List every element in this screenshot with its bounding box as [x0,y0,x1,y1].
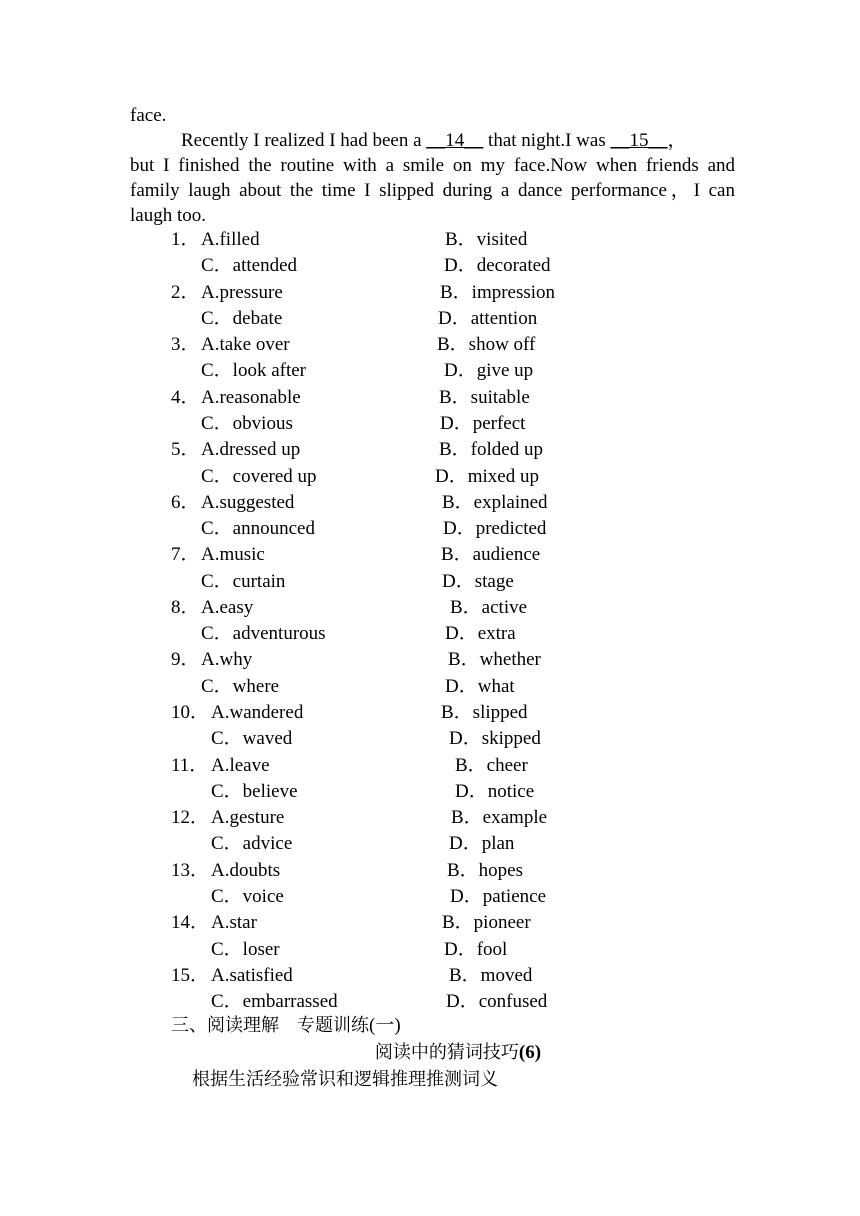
option-b: B．suitable [439,386,530,408]
option-b: B．show off [437,334,536,356]
option-c: C．announced [201,518,315,540]
blank-number: 15 [629,130,649,151]
section-heading [171,1013,401,1039]
blank-post: __ [648,130,668,151]
option-a: A.filled [201,229,260,250]
option-a: A.doubts [211,859,281,881]
option-d: D．what [445,675,515,697]
option-b: B．hopes [447,859,524,881]
question-number: 9． [171,649,200,671]
question-number: 12． [171,807,210,829]
option-d: D．attention [438,307,538,329]
option-a: A.dressed up [201,439,301,461]
section-description: 根据生活经验常识和逻辑推理推测词义 [192,1069,498,1090]
question-number: 5． [171,439,200,461]
option-b: B．slipped [441,702,528,724]
option-c: C．covered up [201,465,317,487]
option-b: B．example [451,807,548,829]
blank-pre: __ [610,130,630,151]
option-b: B．whether [448,649,541,671]
section-subtitle [0,1040,860,1066]
section-heading-text: 三、阅读理解 专题训练 [171,1015,369,1036]
question-number: 3． [171,334,200,356]
option-d: D．perfect [440,412,526,434]
option-d: D．extra [445,623,516,645]
option-c: C．embarrassed [211,991,338,1013]
question-number: 1． [171,229,200,250]
question-number: 8． [171,596,200,618]
question-number: 4． [171,386,200,408]
option-a: A.why [201,649,253,671]
option-c: C．adventurous [201,623,326,645]
passage-line-0: face. [130,105,167,126]
option-b: B．cheer [455,754,528,776]
option-d: D．decorated [444,255,551,277]
option-c: C．waved [211,728,293,750]
section-subtitle-num: (6) [518,1042,542,1063]
option-c: C．look after [201,360,307,382]
option-b: B．folded up [439,439,543,461]
option-c: C．believe [211,780,298,802]
passage-text: that night.I was [483,130,611,151]
option-d: D．skipped [449,728,541,750]
option-c: C．attended [201,255,298,277]
option-d: D．plan [449,833,515,855]
option-c: C．voice [211,886,284,907]
option-a: A.pressure [201,281,283,303]
option-d: D．give up [444,360,534,382]
option-a: A.take over [201,334,290,356]
passage-line-1 [181,129,735,153]
option-a: A.satisfied [211,964,293,986]
option-c: C．where [201,675,280,697]
question-number: 10． [171,702,210,724]
question-number: 7． [171,544,200,566]
blank-pre: __ [426,130,446,151]
option-b: B．audience [441,544,541,566]
option-d: D．predicted [443,518,547,540]
option-a: A.leave [211,754,270,776]
option-a: A.gesture [211,807,285,829]
blank-post: __ [464,130,484,151]
option-b: B．moved [449,964,533,986]
option-b: B．impression [440,281,556,303]
passage-line-2: but I finished the routine with a smile on my face.Now when friends and [130,155,735,176]
option-b: B．pioneer [442,912,531,934]
section-subtitle-text: 阅读中的猜词技巧 [374,1042,519,1063]
option-c: C．loser [211,938,280,960]
blank-15 [610,130,667,151]
passage-text: Recently I realized I had been a [181,130,427,151]
blank-14 [426,130,483,151]
option-c: C．debate [201,307,283,329]
option-d: D．fool [444,938,508,960]
option-a: A.suggested [201,491,295,513]
option-b: B．explained [442,491,548,513]
option-a: A.music [201,544,265,566]
question-number: 11． [171,754,209,776]
option-d: D．stage [442,570,514,592]
option-d: D．patience [450,886,547,907]
option-c: C．curtain [201,570,286,592]
question-number: 6． [171,491,200,513]
option-c: C．advice [211,833,293,855]
question-number: 13． [171,859,210,881]
option-a: A.easy [201,596,254,618]
option-a: A.wandered [211,702,304,724]
passage-line-4: laugh too. [130,205,206,226]
option-d: D．mixed up [435,465,539,487]
section-heading-num: (一) [369,1015,401,1036]
option-d: D．confused [446,991,548,1013]
question-number: 14． [171,912,210,934]
option-a: A.reasonable [201,386,301,408]
passage-line-3: family laugh about the time I slipped during a dance performance，I can [130,180,735,201]
option-b: B．active [450,596,528,618]
option-c: C．obvious [201,412,293,434]
passage-text: ， [667,130,687,151]
blank-number: 14 [445,130,465,151]
option-a: A.star [211,912,257,934]
question-number: 15． [171,964,210,986]
option-b: B．visited [445,229,528,250]
question-number: 2． [171,281,200,303]
option-d: D．notice [455,780,535,802]
